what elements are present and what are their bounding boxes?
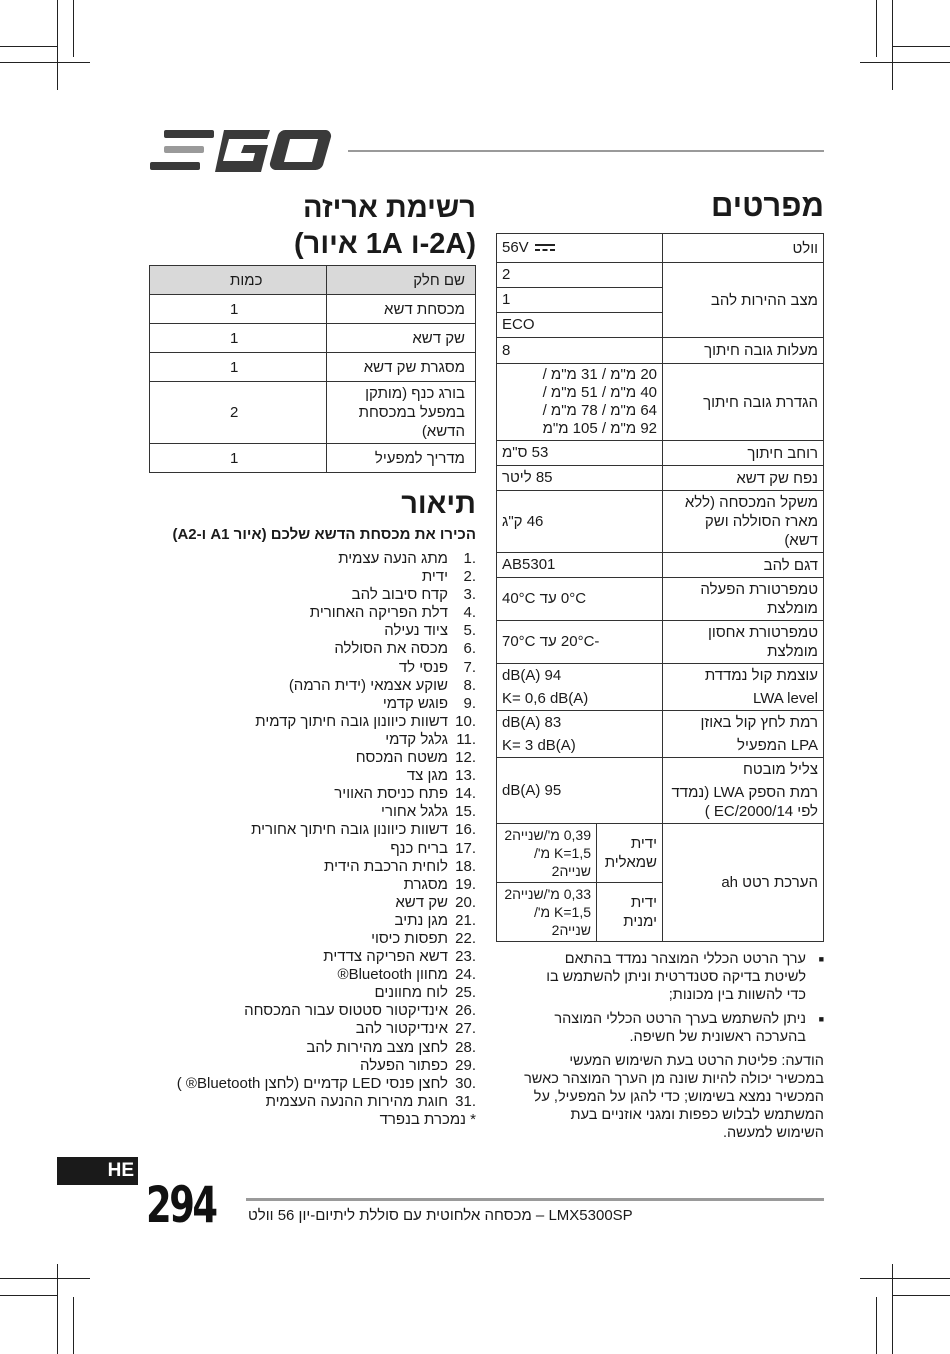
spec-value: K=1,5 מ'/ (533, 904, 591, 920)
spec-label: רוחב חיתוך (663, 441, 824, 466)
part-qty: 1 (150, 444, 327, 473)
list-item (146, 876, 476, 894)
item-number: 16. (455, 821, 476, 839)
parts-list (146, 550, 476, 1129)
table-row (497, 824, 662, 882)
item-label: לחצן מצב מהירות להב (306, 1038, 448, 1056)
table-row (497, 338, 824, 364)
item-number: 22. (455, 929, 476, 947)
item-label: מכסה את הסוללה (334, 640, 448, 658)
spec-value: שנייה2 (551, 922, 591, 938)
list-item (146, 858, 476, 876)
header-rule (348, 150, 824, 152)
crop-mark (73, 0, 74, 57)
spec-value: K=1,5 מ'/ (533, 845, 591, 861)
spec-label: עוצמת קול נמדדת (704, 667, 818, 684)
item-number: 14. (455, 785, 476, 803)
item-label: מגן צד (406, 767, 448, 785)
vibration-notes (524, 950, 824, 1142)
item-number: 2. (463, 568, 476, 586)
list-item (146, 659, 476, 677)
item-number: 26. (455, 1002, 476, 1020)
spec-value: 53 ס"מ (497, 441, 663, 466)
item-number: 6. (463, 640, 476, 658)
item-label: כפתור הפעלה (359, 1056, 448, 1074)
part-qty: 1 (150, 295, 327, 324)
spec-value: 92 מ"מ / 105 מ"מ (542, 420, 657, 437)
table-row (497, 664, 824, 711)
item-label: ציוד נעילה (384, 622, 448, 640)
item-number: 29. (455, 1056, 476, 1074)
list-item (146, 749, 476, 767)
table-row (150, 295, 476, 324)
spec-value: 0°C עד 40°C (497, 578, 663, 621)
spec-value: 56V (502, 239, 529, 256)
item-label: דשא הפריקה צדדית (323, 948, 448, 966)
item-number: 3. (463, 586, 476, 604)
table-row (497, 441, 824, 466)
part-name: שק דשא (327, 324, 476, 353)
packing-list-title: רשימת אריזה (2A-ו 1A איור) (293, 192, 476, 260)
item-number: 15. (455, 803, 476, 821)
spec-label: רמת הספק LWA (נמדד (671, 784, 818, 801)
list-item (146, 948, 476, 966)
table-row (497, 711, 824, 758)
item-label: בריח כנף (390, 839, 448, 857)
item-label: מסגרת (403, 875, 448, 893)
item-number: 9. (463, 694, 476, 712)
item-label: לחצן פנסי LED קדמיים (לחצן Bluetooth® ) (176, 1074, 448, 1092)
list-item (146, 767, 476, 785)
item-label: משטח המכסח (355, 749, 448, 767)
item-label: שוקע אצמאי (ידית הרמה) (288, 676, 448, 694)
warning-text: הודעה: פליטת הרטט בעת השימוש המעשי במכשיר יכולה להיות שונה מן הערך המוצהר כאשר המכשיר נמצא בשימוש; כדי להגן על המפעיל, על המשתמש לבלוש כפפות ומגני אוזניים בעת השימוש למעשה. (524, 1053, 824, 1141)
crop-mark (0, 1278, 90, 1279)
item-label: קדח סיבוב להב (351, 586, 448, 604)
item-label: דשוות כיוונון גובה חיתוך קדמית (255, 712, 448, 730)
crop-mark (0, 1295, 57, 1296)
column-header: כמות (150, 266, 327, 295)
item-number: 20. (455, 893, 476, 911)
item-number: 28. (455, 1038, 476, 1056)
table-row (497, 578, 824, 621)
item-label: גלגל קדמי (385, 730, 448, 748)
table-row (497, 364, 824, 441)
crop-mark (0, 62, 90, 63)
item-label: אינדיקטור סטטוס עבור המכסחה (244, 1002, 448, 1020)
table-row (497, 553, 824, 578)
item-number: 21. (455, 911, 476, 929)
crop-mark (0, 46, 57, 47)
part-qty: 2 (150, 382, 327, 444)
item-label: פוגש קדמי (382, 694, 448, 712)
description-title: תיאור (401, 488, 476, 520)
item-label: פתח כניסת האוויר (334, 785, 448, 803)
spec-value: AB5301 (497, 553, 663, 578)
spec-label: לפי 2000/14/EC ) (704, 803, 818, 820)
list-item (146, 586, 476, 604)
item-label: תפסות כיסוי (371, 929, 448, 947)
item-number: 27. (455, 1020, 476, 1038)
spec-value: 64 מ"מ / 78 מ"מ / (542, 402, 657, 419)
table-row (497, 466, 824, 491)
spec-label: LWA level (752, 690, 818, 707)
list-item (146, 568, 476, 586)
part-name: מדריך למפעיל (327, 444, 476, 473)
item-label: מגן נתיב (394, 911, 448, 929)
spec-label: טמפרטורת הפעלה מומלצת (663, 578, 824, 621)
item-number: 19. (455, 875, 476, 893)
part-name: מסגרת שק דשא (327, 353, 476, 382)
list-item (146, 966, 476, 984)
spec-value: 2 (497, 263, 663, 288)
spec-value: שנייה2 (551, 863, 591, 879)
list-item (146, 984, 476, 1002)
spec-value: 20 מ"מ / 31 מ"מ / (542, 366, 657, 383)
page-number: 294 (146, 1176, 216, 1234)
note-bullet: ■ ניתן להשתמש בערך הרטט הכללי המוצהר בהערכה ראשונית של חשיפה. (524, 1010, 824, 1046)
spec-value: 8 (497, 338, 663, 364)
footer-rule (246, 1198, 824, 1201)
item-number: 10. (455, 712, 476, 730)
table-row (497, 758, 824, 824)
list-item (146, 1075, 476, 1093)
item-label: דשוות כיוונון גובה חיתוך אחורית (251, 821, 448, 839)
table-header-row (150, 266, 476, 295)
table-row (150, 382, 476, 444)
list-item (146, 713, 476, 731)
item-label: ידית (421, 568, 448, 586)
item-number: 24. (455, 966, 476, 984)
spec-label: הגדרת גובה חיתוך (663, 364, 824, 441)
specifications-table (496, 233, 824, 942)
spec-value: 85 ליטר (497, 466, 663, 491)
list-item (146, 803, 476, 821)
item-number: 7. (463, 658, 476, 676)
item-label: גלגל אחורי (381, 803, 448, 821)
spec-label: טמפרטורת אחסון מומלצת (663, 621, 824, 664)
specifications-title: מפרטים (711, 188, 824, 223)
list-item (146, 1057, 476, 1075)
crop-mark (57, 0, 58, 90)
spec-label: צליל מובטח (743, 761, 818, 778)
list-item (146, 731, 476, 749)
table-row (497, 491, 824, 553)
table-row (497, 621, 824, 664)
item-number: 13. (455, 767, 476, 785)
part-name: בורג כנף (מותקן במפעל במכסחת הדשא) (327, 382, 476, 444)
spec-value: ECO (497, 313, 663, 338)
spec-label: הערכת רטט ah (663, 824, 824, 942)
crop-mark (876, 1297, 877, 1354)
item-label: אינדיקטור להב (355, 1020, 448, 1038)
table-row (497, 263, 824, 288)
spec-value: K= 0,6 dB(A) (502, 689, 589, 707)
footer-text: LMX5300SP – מכסחה אלחוטית עם סוללת ליתיום-יון 56 וולט (248, 1207, 633, 1224)
list-item (146, 1039, 476, 1057)
list-item (146, 912, 476, 930)
list-item (146, 622, 476, 640)
item-number: 31. (455, 1092, 476, 1110)
list-item (146, 1002, 476, 1020)
spec-label: נפח שק דשא (663, 466, 824, 491)
list-item (146, 821, 476, 839)
item-label: לוח מחוונים (374, 984, 448, 1002)
column-header: שם חלק (327, 266, 476, 295)
list-item (146, 550, 476, 568)
spec-label: משקל המכסחה (ללא מארז הסוללה ושק דשא) (663, 491, 824, 553)
spec-label: LPA המפעיל (737, 737, 818, 754)
spec-sublabel: ידית שמאלית (597, 824, 663, 882)
spec-label: דגם להב (663, 553, 824, 578)
spec-value: 46 ק"ג (497, 491, 663, 553)
item-label: לוחית הרכבת הידית (324, 857, 448, 875)
spec-value: -20°C עד 70°C (497, 621, 663, 664)
table-row (150, 444, 476, 473)
spec-value: 94 dB(A) (502, 666, 562, 684)
item-number: 5. (463, 622, 476, 640)
crop-mark (73, 1297, 74, 1354)
spec-value: K= 3 dB(A) (502, 736, 576, 754)
item-label: פנסי לד (398, 658, 448, 676)
sold-separately-note: * נמכרת בנפרד (379, 1110, 476, 1128)
crop-mark (893, 46, 950, 47)
item-number: 4. (463, 604, 476, 622)
spec-label: רמת לחץ קול באוזן (700, 714, 818, 731)
language-tab: HE (57, 1157, 138, 1185)
crop-mark (860, 62, 950, 63)
item-number: 17. (455, 839, 476, 857)
spec-value: 83 dB(A) (502, 713, 562, 731)
crop-mark (876, 0, 877, 57)
spec-value: 0,33 מ'/שנייה2 (504, 886, 591, 902)
list-item (146, 677, 476, 695)
item-label: דלת הפריקה האחורית (309, 604, 448, 622)
crop-mark (892, 0, 893, 90)
list-item (146, 604, 476, 622)
dc-current-icon (535, 243, 555, 253)
list-item (146, 840, 476, 858)
list-item (146, 640, 476, 658)
crop-mark (860, 1278, 950, 1279)
item-number: 8. (463, 676, 476, 694)
spec-value: 1 (497, 288, 663, 313)
item-label: מחוון Bluetooth® (337, 966, 448, 984)
item-number: 12. (455, 749, 476, 767)
note-bullet: ■ ערך הרטט הכללי המוצהר נמדד בהתאם לשיטת בדיקה סטנדרטית וניתן להשתמש בו כדי להשוות בין מכונות; (524, 950, 824, 1004)
spec-sublabel: ידית ימנית (597, 883, 663, 941)
item-label: חוגת מהירות ההנעה העצמית (265, 1092, 448, 1110)
table-row (497, 824, 824, 883)
list-item (146, 930, 476, 948)
spec-value: 95 dB(A) (497, 758, 663, 824)
list-item (146, 1093, 476, 1111)
crop-mark (893, 1295, 950, 1296)
description-subtitle: הכירו את מכסחת הדשא שלכם (איור A1 ו-A2) (172, 526, 476, 543)
item-number: 11. (456, 730, 476, 748)
item-number: 23. (455, 948, 476, 966)
item-number: 25. (455, 984, 476, 1002)
part-qty: 1 (150, 324, 327, 353)
item-number: 18. (455, 857, 476, 875)
spec-value: 40 מ"מ / 51 מ"מ / (542, 384, 657, 401)
spec-value: 0,39 מ'/שנייה2 (504, 827, 591, 843)
item-number: 30. (455, 1074, 476, 1092)
table-row (150, 324, 476, 353)
item-label: מתג הנעה עצמית (338, 550, 448, 567)
list-item (146, 695, 476, 713)
list-item (146, 1020, 476, 1038)
spec-label: וולט (663, 234, 824, 263)
part-qty: 1 (150, 353, 327, 382)
table-row (497, 234, 824, 263)
table-row (497, 883, 662, 941)
part-name: מכסחת דשא (327, 295, 476, 324)
item-number: 1. (463, 550, 476, 567)
spec-label: מעלות גובה חיתוך (663, 338, 824, 364)
item-label: שק דשא (395, 893, 448, 911)
table-row (150, 353, 476, 382)
list-item (146, 894, 476, 912)
list-item (146, 785, 476, 803)
ego-logo (148, 128, 332, 172)
spec-label: מצב ההירות להב (663, 263, 824, 338)
packing-list-table (149, 265, 476, 473)
